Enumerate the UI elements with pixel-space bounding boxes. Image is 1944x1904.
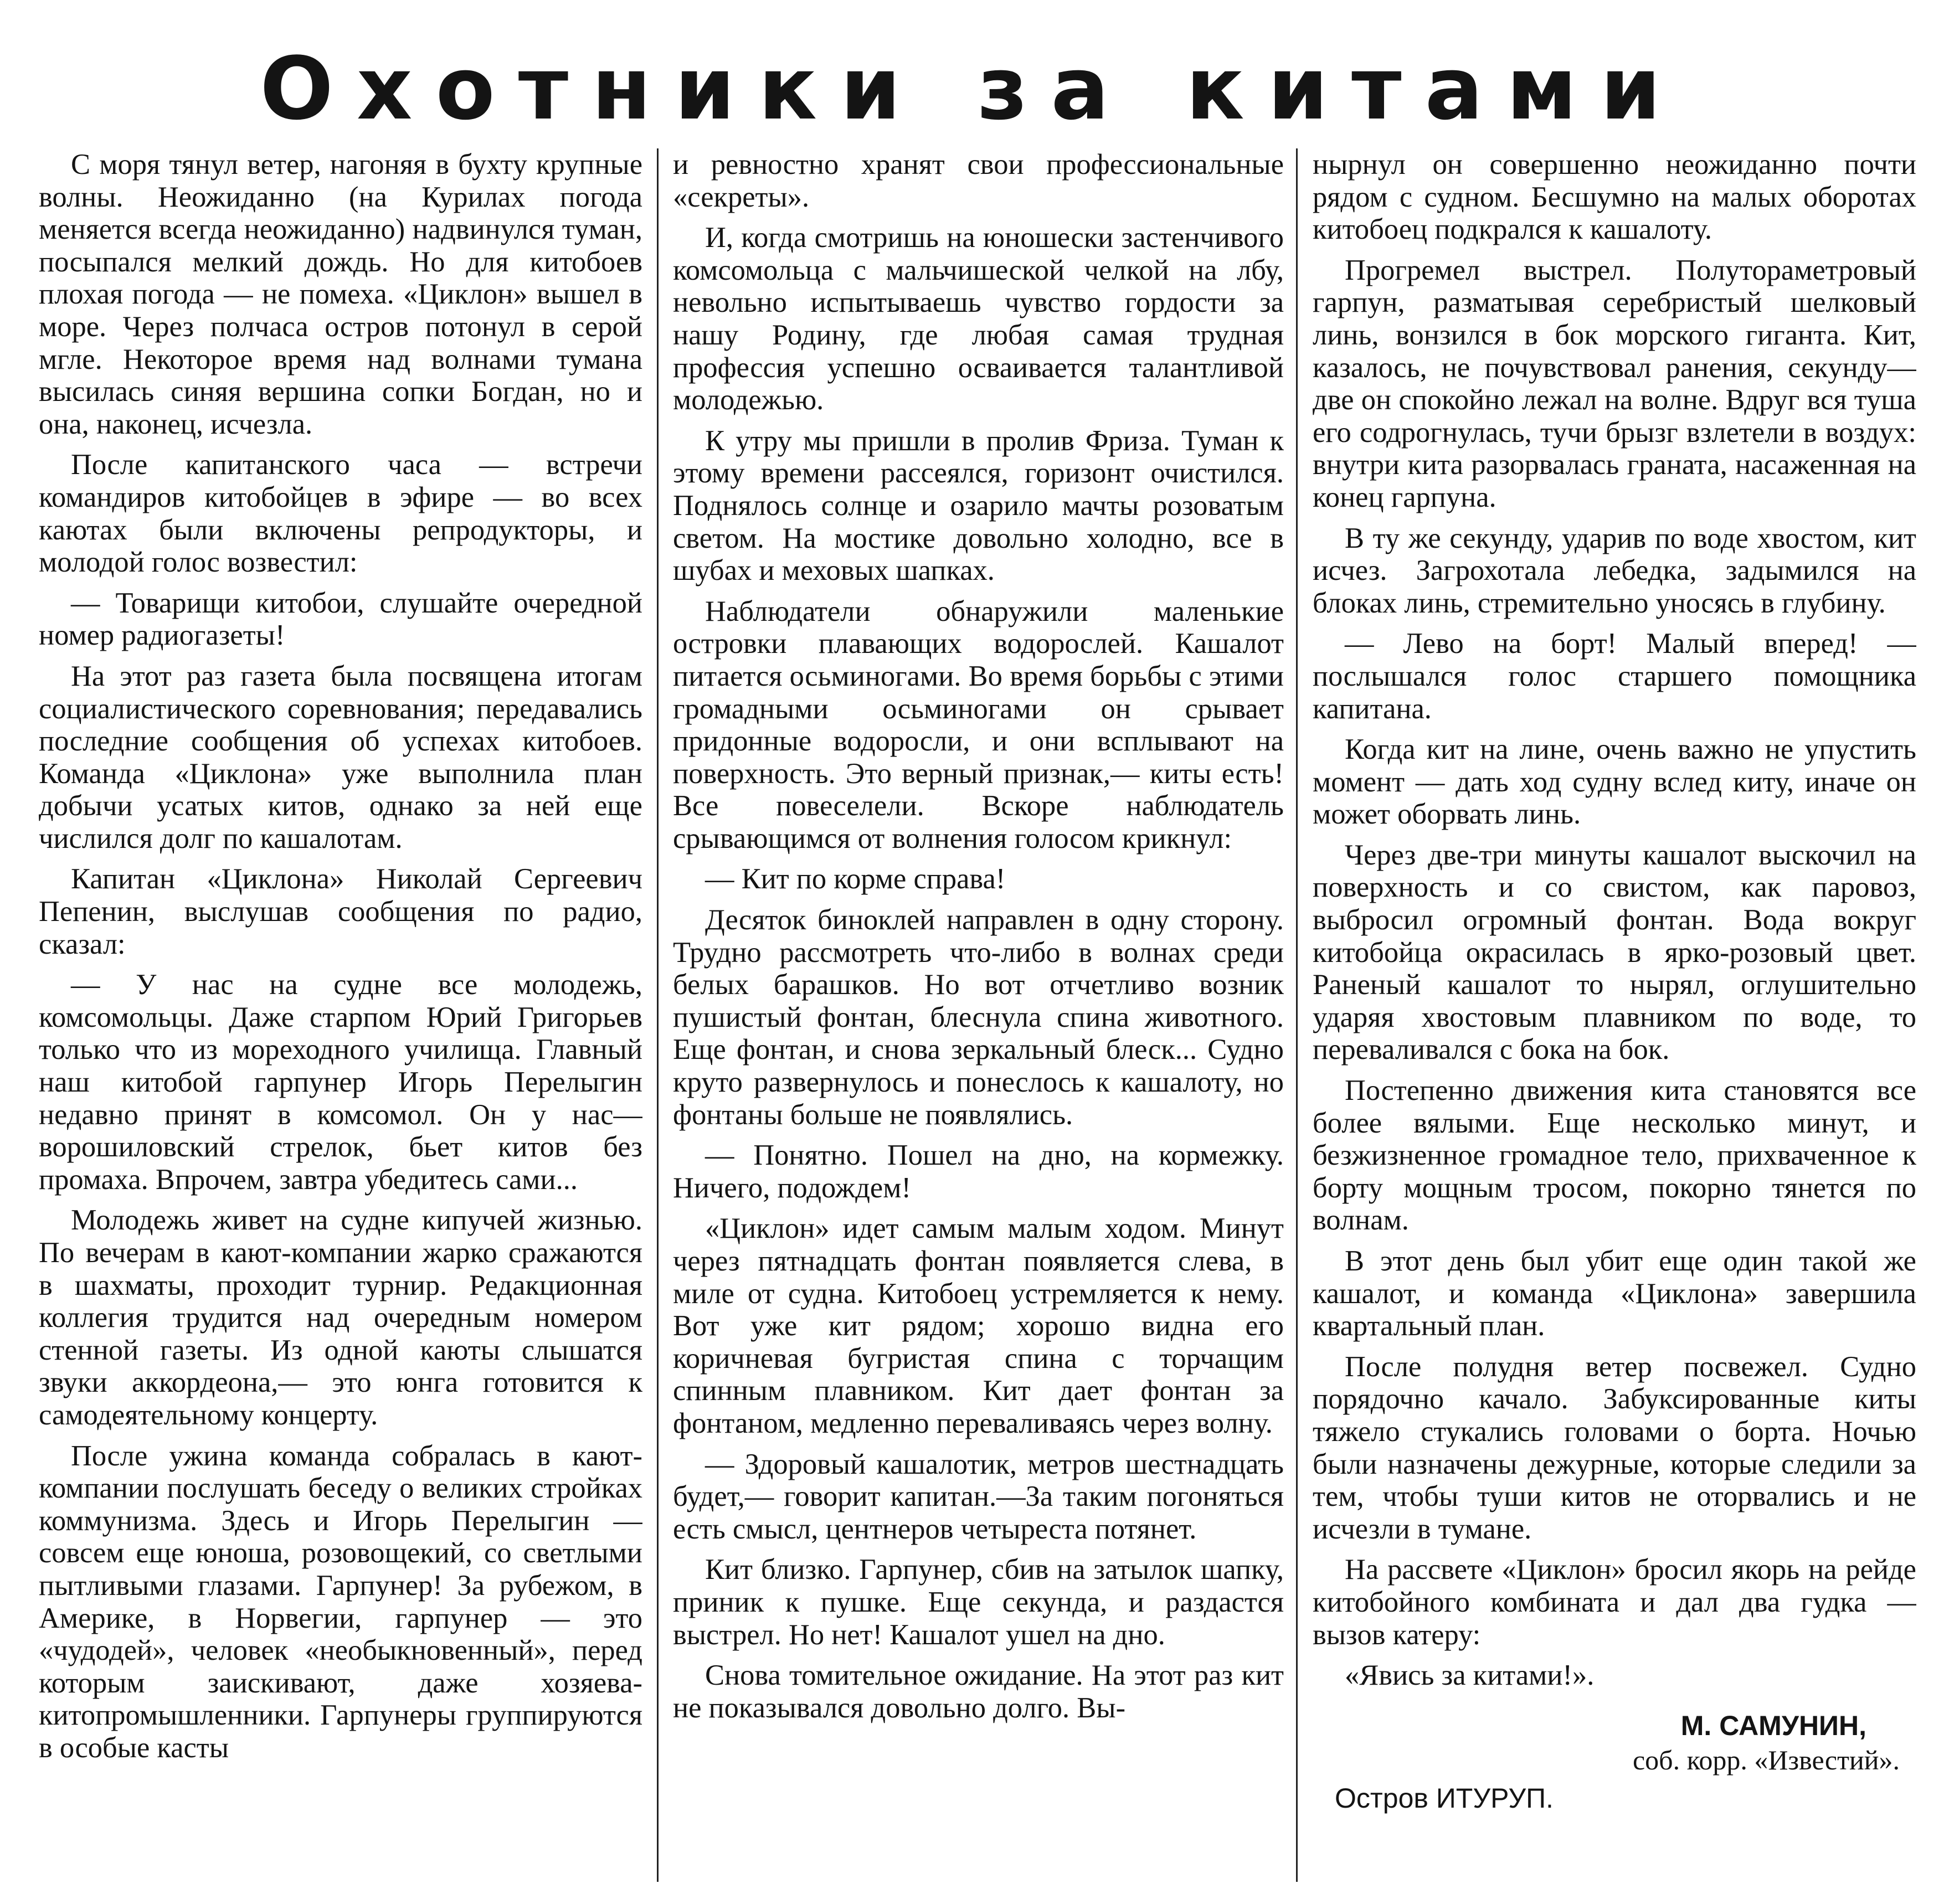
paragraph: — Товарищи китобои, слушайте очередной номер радиогазеты! (39, 586, 642, 652)
paragraph: нырнул он совершенно неожиданно почти рядом с судном. Бесшумно на малых оборотах китобоец подкрался к кашалоту. (1313, 148, 1916, 246)
paragraph: После капитанского часа — встречи командиров китобойцев в эфире — во всех каютах были включены репродукторы, и молодой голос возвестил: (39, 449, 642, 579)
paragraph: и ревностно хранят свои профессиональные «секреты». (673, 148, 1284, 213)
paragraph: — Кит по корме справа! (705, 863, 1006, 896)
dateline-place: Остров ИТУРУП. (1335, 1782, 1554, 1814)
paragraph: «Циклон» идет самым малым ходом. Минут через пятнадцать фонтан появляется слева, в миле от судна. Китобоец устремляется к нему. Вот уже кит рядом; хорошо видна его коричневая бугристая спина с торчащим спинным плавником. Кит дает фонтан за фонтаном, медленно переваливаясь через волну. (673, 1212, 1284, 1439)
paragraph: Когда кит на линe, очень важно не упустить момент — дать ход судну вслед киту, иначе он может оборвать линь. (1313, 733, 1916, 831)
paragraph: Прогремел выстрел. Полутораметровый гарпун, разматывая серебристый шелковый линь, вонзился в бок морского гиганта. Кит, казалось, не почувствовал ранения, секунду—две он спокойно лежал на волне. Вдруг вся туша его содрогнулась, тучи брызг взлетели в воздух: внутри кита разорвалась граната, насаженная на конец гарпуна. (1313, 254, 1916, 513)
column-divider (1296, 148, 1298, 1882)
paragraph: На этот раз газета была посвящена итогам социалистического соревнования; передавались последние сообщения об успехах китобоев. Команда «Циклона» уже выполнила план добычи усатых китов, однако за ней еще числился долг по кашалотам. (39, 660, 642, 855)
paragraph: После ужина команда собралась в кают-компании послушать беседу о великих стройках коммунизма. Здесь и Игорь Перелыгин — совсем еще юноша, розовощекий, со светлыми пытливыми глазами. Гарпунер! За рубежом, в Америке, в Норвегии, гарпунер — это «чудодей», человек «необыкновенный», перед которым заискивают, даже хозяева-китопромышленники. Гарпунеры группируются в особые касты (39, 1439, 642, 1764)
paragraph: — Здоровый кашалотик, метров шестнадцать будет,— говорит капитан.—За таким погоняться есть смысл, центнеров четыреста потянет. (673, 1448, 1284, 1545)
paragraph: Десяток биноклей направлен в одну сторону. Трудно рассмотреть что-либо в волнах среди белых барашков. Но вот отчетливо возник пушистый фонтан, блеснула спина животного. Еще фонтан, и снова зеркальный блеск... Судно круто развернулось и понеслось к кашалоту, но фонтаны больше не появлялись. (673, 904, 1284, 1131)
paragraph: В ту же секунду, ударив по воде хвостом, кит исчез. Загрохотала лебедка, задымился на блоках линь, стремительно уносясь в глубину. (1313, 522, 1916, 619)
author-credit: соб. корр. «Известий». (1632, 1745, 1900, 1776)
paragraph: — Лево на борт! Малый вперед! — послышался голос старшего помощника капитана. (1313, 627, 1916, 725)
paragraph: Молодежь живет на судне кипучей жизнью. По вечерам в кают-компании жарко сражаются в шахматы, проходит турнир. Редакционная коллегия трудится над очередным номером стенной газеты. Из одной каюты слышатся звуки аккордеона,— это юнга готовится к самодеятельному концерту. (39, 1204, 642, 1431)
paragraph: — У нас на судне все молодежь, комсомольцы. Даже старпом Юрий Григорьев только что из мореходного училища. Главный наш китобой гарпунер Игорь Перелыгин недавно принят в комсомол. Он у нас—ворошиловский стрелок, бьет китов без промаха. Впрочем, завтра убедитесь сами... (39, 969, 642, 1196)
paragraph: — Понятно. Пошел на дно, на кормежку. Ничего, подождем! (673, 1139, 1284, 1204)
article-column-3 (1313, 148, 1916, 1893)
author-signature: М. САМУНИН, (1680, 1710, 1866, 1741)
paragraph: И, когда смотришь на юношески застенчивого комсомольца с мальчишеской челкой на лбу, невольно испытываешь чувство гордости за нашу Родину, где любая самая трудная профессия успешно осваивается талантливой молодежью. (673, 222, 1284, 416)
paragraph: «Явись за китами!». (1345, 1659, 1595, 1692)
paragraph: Снова томительное ожидание. На этот раз кит не показывался довольно долго. Вы- (673, 1659, 1284, 1724)
paragraph: Через две-три минуты кашалот выскочил на поверхность и со свистом, как паровоз, выбросил огромный фонтан. Вода вокруг китобойца окрасилась в ярко-розовый цвет. Раненый кашалот то нырял, оглушительно ударяя хвостовым плавником по воде, то переваливался с бока на бок. (1313, 838, 1916, 1066)
paragraph: Капитан «Циклона» Николай Сергеевич Пепенин, выслушав сообщения по радио, сказал: (39, 863, 642, 960)
paragraph: Наблюдатели обнаружили маленькие островки плавающих водорослей. Кашалот питается осьминогами. Во время борьбы с этими громадными осьминогами он срывает придонные водоросли, и они всплывают на поверхность. Это верный признак,— киты есть! Все повеселели. Вскоре наблюдатель срывающимся от волнения голосом крикнул: (673, 595, 1284, 855)
paragraph: К утру мы пришли в пролив Фриза. Туман к этому времени рассеялся, горизонт очистился. Поднялось солнце и озарило мачты розоватым светом. На мостике довольно холодно, все в шубах и меховых шапках. (673, 424, 1284, 587)
paragraph: В этот день был убит еще один такой же кашалот, и команда «Циклона» завершила квартальный план. (1313, 1245, 1916, 1342)
paragraph: Постепенно движения кита становятся все более вялыми. Еще несколько минут, и безжизненное громадное тело, прихваченное к борту мощным тросом, покорно тянется по волнам. (1313, 1074, 1916, 1237)
article-headline: Охотники за китами (260, 38, 1684, 139)
article-column-1 (39, 148, 642, 1893)
paragraph: После полудня ветер посвежел. Судно порядочно качало. Забуксированные киты тяжело стукались головами о борта. Ночью были назначены дежурные, которые следили за тем, чтобы туши китов не оторвались и не исчезли в тумане. (1313, 1350, 1916, 1545)
paragraph: С моря тянул ветер, нагоняя в бухту крупные волны. Неожиданно (на Курилах погода меняется всегда неожиданно) надвинулся туман, посыпался мелкий дождь. Но для китобоев плохая погода — не помеха. «Циклон» вышел в море. Через полчаса остров потонул в серой мгле. Некоторое время над волнами тумана высилась синяя вершина сопки Богдан, но и она, наконец, исчезла. (39, 148, 642, 440)
paragraph: На рассвете «Циклон» бросил якорь на рейде китобойного комбината и дал два гудка — вызов катеру: (1313, 1553, 1916, 1651)
column-divider (657, 148, 659, 1882)
article-column-2 (673, 148, 1284, 1893)
paragraph: Кит близко. Гарпунер, сбив на затылок шапку, приник к пушке. Еще секунда, и раздастся выстрел. Но нет! Кашалот ушел на дно. (673, 1553, 1284, 1651)
